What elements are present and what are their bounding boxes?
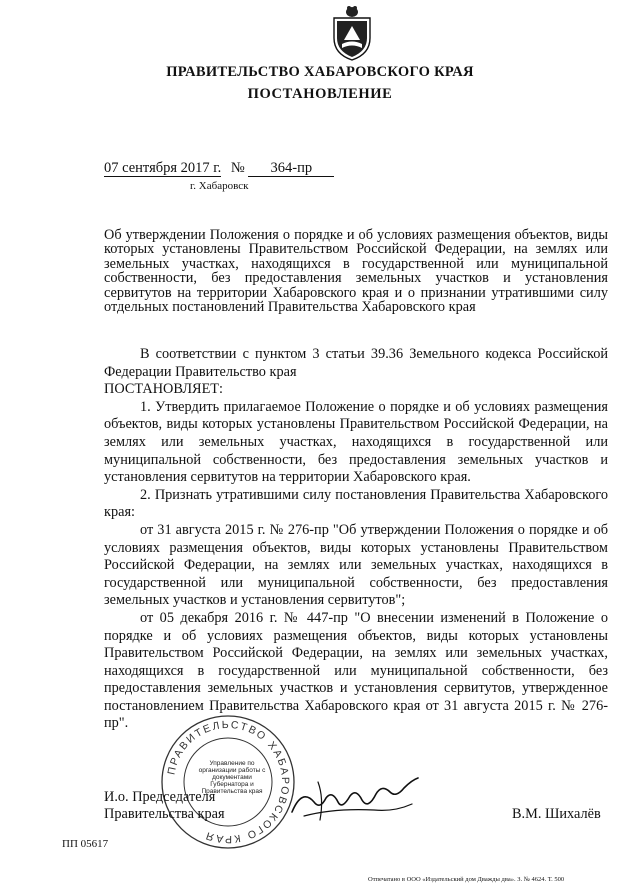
number-label: № <box>230 160 245 176</box>
document-date: 07 сентября 2017 г. <box>104 160 222 176</box>
document-type-title: ПОСТАНОВЛЕНИЕ <box>247 86 393 102</box>
seal-center-text: Управление по организации работы с документами Губернатора и Правительства края <box>198 760 266 795</box>
item-2a-paragraph: от 31 августа 2015 г. № 276-пр "Об утверждении Положения о порядке и об условиях размещения объектов, виды которых установлены Правительством Российской Федерации, на землях или земельных участках, находящихся в государственной или муниципальной собственности, без предоставления земельных участков и установления сервитутов"; <box>104 521 608 609</box>
document-code: ПП 05617 <box>62 838 109 850</box>
item-1-paragraph: 1. Утвердить прилагаемое Положение о порядке и об условиях размещения объектов, виды которых установлены Правительством Российской Федерации, на землях или земельных участках, находящихся в государственной или муниципальной собственности, без предоставления земельных участков и установления сервитутов на территории Хабаровского края. <box>104 398 608 486</box>
city-label: г. Хабаровск <box>190 180 249 192</box>
coat-of-arms-emblem <box>330 4 374 62</box>
item-2b-paragraph: от 05 декабря 2016 г. № 447-пр "О внесении изменений в Положение о порядке и об условиях размещения объектов, виды которых установлены Правительством Российской Федерации, на землях или земельных участках, находящихся в государственной или муниципальной собственности, без предоставления земельных участков и установления сервитутов, утвержденное постановлением Правительства Хабаровского края от 31 августа 2015 г. № 276-пр". <box>104 609 608 732</box>
signatory-name: В.М. Шихалёв <box>512 806 601 822</box>
document-body <box>104 346 608 733</box>
resolves-heading: ПОСТАНОВЛЯЕТ: <box>104 381 224 398</box>
signatory-position <box>104 789 225 823</box>
item-2-paragraph: 2. Признать утратившими силу постановления Правительства Хабаровского края: <box>104 486 608 521</box>
document-subject: Об утверждении Положения о порядке и об условиях размещения объектов, виды которых установлены Правительством Российской Федерации, на землях или земельных участках, находящихся в государственной или муниципальной собственности, без предоставления земельных участков и установления сервитутов на территории Хабаровского края и о признании утратившими силу отдельных постановлений Правительства Хабаровского края <box>104 227 608 316</box>
preamble-paragraph: В соответствии с пунктом 3 статьи 39.36 Земельного кодекса Российской Федерации Правительство края <box>104 346 608 380</box>
position-line-2: Правительства края <box>104 806 225 822</box>
organization-title: ПРАВИТЕЛЬСТВО ХАБАРОВСКОГО КРАЯ <box>166 64 474 80</box>
seal-ring-text: ПРАВИТЕЛЬСТВО ХАБАРОВСКОГО КРАЯ <box>165 718 292 846</box>
document-number: 364-пр <box>248 161 334 177</box>
printer-imprint: Отпечатано в ООО «Издательский дом Дважды два». З. № 4624. Т. 500 <box>368 876 565 883</box>
handwritten-signature <box>284 768 424 828</box>
position-line-1: И.о. Председателя <box>104 789 216 805</box>
date-number-line <box>104 160 334 177</box>
